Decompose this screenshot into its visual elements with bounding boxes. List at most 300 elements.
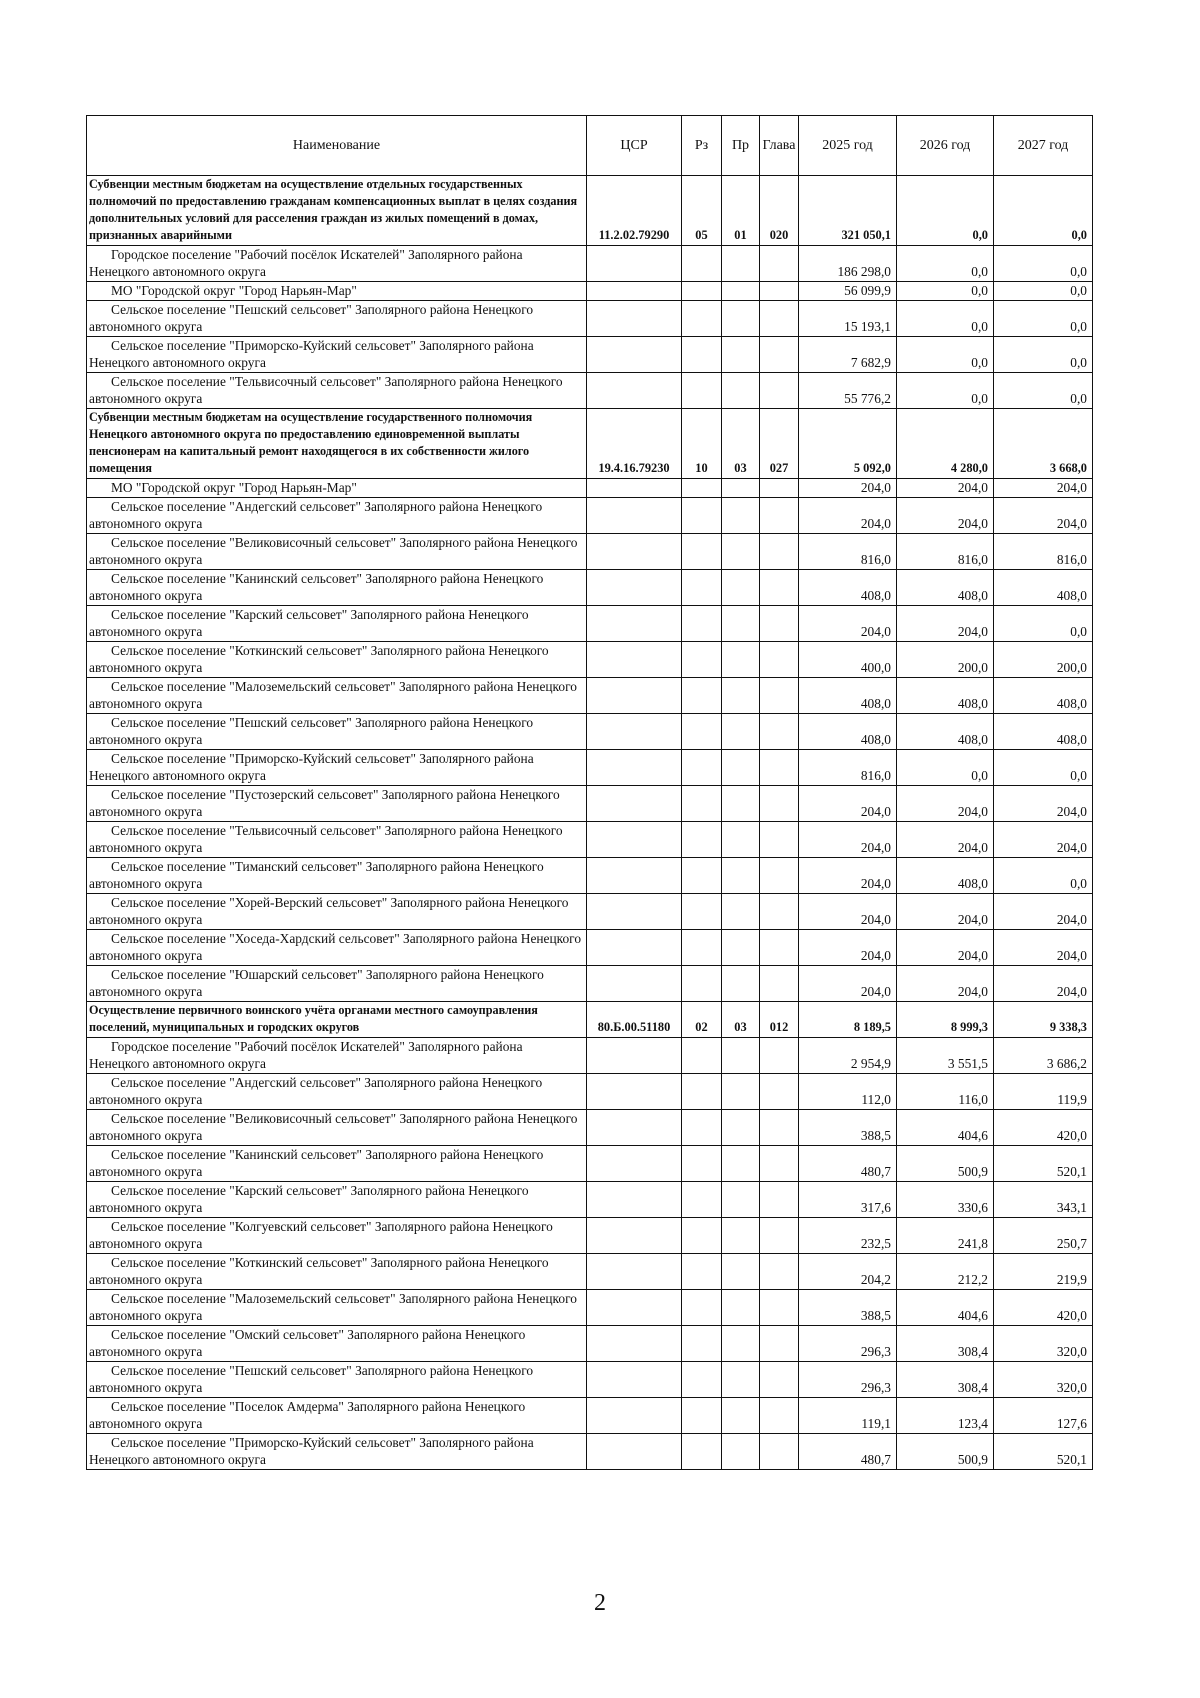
table-row [87,479,1093,498]
row-label: Сельское поселение "Приморско-Куйский сельсовет" Заполярного района Ненецкого автономного округа [89,338,534,370]
cell-year-2025: 204,0 [799,966,897,1002]
cell-pr [722,714,760,750]
cell-pr [722,301,760,337]
cell-year-2026: 0,0 [897,282,994,301]
cell-glava [760,246,799,282]
cell-year-2025: 321 050,1 [799,176,897,246]
cell-pr [722,534,760,570]
cell-glava [760,786,799,822]
header-rz: Рз [682,116,722,176]
cell-glava [760,534,799,570]
row-label: Городское поселение "Рабочий посёлок Искателей" Заполярного района Ненецкого автономного округа [89,1039,523,1071]
table-row [87,246,1093,282]
cell-csr [587,930,682,966]
cell-year-2025: 15 193,1 [799,301,897,337]
cell-year-2027: 204,0 [994,966,1093,1002]
cell-name [87,301,587,337]
cell-rz [682,498,722,534]
cell-year-2025: 55 776,2 [799,373,897,409]
cell-rz [682,750,722,786]
cell-year-2027: 0,0 [994,750,1093,786]
cell-year-2025: 204,0 [799,894,897,930]
table-row [87,1074,1093,1110]
cell-year-2026: 116,0 [897,1074,994,1110]
cell-name [87,1074,587,1110]
cell-name [87,337,587,373]
cell-year-2027: 320,0 [994,1326,1093,1362]
cell-csr [587,822,682,858]
cell-rz [682,642,722,678]
cell-csr [587,1434,682,1470]
cell-year-2026: 212,2 [897,1254,994,1290]
cell-name [87,1218,587,1254]
cell-glava [760,1146,799,1182]
cell-year-2027: 520,1 [994,1434,1093,1470]
cell-year-2027: 3 686,2 [994,1038,1093,1074]
cell-glava [760,373,799,409]
cell-year-2025: 296,3 [799,1362,897,1398]
cell-pr [722,1434,760,1470]
table-row [87,282,1093,301]
cell-year-2027: 9 338,3 [994,1002,1093,1038]
cell-csr [587,1290,682,1326]
cell-year-2026: 0,0 [897,337,994,373]
cell-pr [722,373,760,409]
cell-year-2027: 204,0 [994,894,1093,930]
table-row [87,1182,1093,1218]
cell-year-2026: 404,6 [897,1110,994,1146]
cell-year-2027: 408,0 [994,714,1093,750]
row-label: Сельское поселение "Карский сельсовет" Заполярного района Ненецкого автономного округа [89,1183,529,1215]
cell-year-2025: 204,0 [799,786,897,822]
cell-name [87,858,587,894]
cell-pr [722,678,760,714]
cell-year-2027: 320,0 [994,1362,1093,1398]
cell-rz [682,373,722,409]
cell-pr [722,894,760,930]
cell-rz [682,1074,722,1110]
cell-pr [722,1110,760,1146]
budget-table-container [86,115,1092,1470]
cell-rz: 05 [682,176,722,246]
row-label: Сельское поселение "Поселок Амдерма" Заполярного района Ненецкого автономного округа [89,1399,526,1431]
cell-rz [682,822,722,858]
row-label: Сельское поселение "Канинский сельсовет" Заполярного района Ненецкого автономного округа [89,1147,544,1179]
cell-year-2025: 119,1 [799,1398,897,1434]
cell-glava [760,858,799,894]
cell-year-2025: 5 092,0 [799,409,897,479]
cell-pr [722,930,760,966]
cell-csr [587,1254,682,1290]
cell-pr [722,282,760,301]
cell-glava [760,822,799,858]
cell-year-2026: 204,0 [897,786,994,822]
table-row [87,1398,1093,1434]
cell-rz [682,1182,722,1218]
cell-year-2025: 2 954,9 [799,1038,897,1074]
cell-pr: 03 [722,1002,760,1038]
cell-glava [760,750,799,786]
cell-glava: 012 [760,1002,799,1038]
cell-pr [722,1398,760,1434]
cell-rz [682,858,722,894]
cell-name [87,534,587,570]
cell-year-2026: 204,0 [897,966,994,1002]
header-2027: 2027 год [994,116,1093,176]
cell-year-2026: 308,4 [897,1362,994,1398]
cell-year-2025: 7 682,9 [799,337,897,373]
table-row-group [87,176,1093,246]
cell-rz [682,1218,722,1254]
cell-pr [722,1362,760,1398]
cell-pr [722,858,760,894]
cell-year-2025: 204,0 [799,479,897,498]
table-row [87,786,1093,822]
table-row [87,678,1093,714]
cell-year-2027: 0,0 [994,606,1093,642]
cell-csr [587,1362,682,1398]
cell-year-2026: 408,0 [897,858,994,894]
table-row [87,1434,1093,1470]
row-label: Сельское поселение "Приморско-Куйский сельсовет" Заполярного района Ненецкого автономного округа [89,751,534,783]
cell-year-2025: 816,0 [799,750,897,786]
header-glava: Глава [760,116,799,176]
cell-year-2025: 232,5 [799,1218,897,1254]
cell-year-2027: 408,0 [994,570,1093,606]
cell-name [87,498,587,534]
cell-name [87,1254,587,1290]
cell-pr [722,1326,760,1362]
cell-glava [760,894,799,930]
cell-rz [682,606,722,642]
cell-year-2025: 8 189,5 [799,1002,897,1038]
cell-csr [587,678,682,714]
cell-year-2025: 408,0 [799,714,897,750]
row-label: Сельское поселение "Пустозерский сельсовет" Заполярного района Ненецкого автономного округа [89,787,560,819]
cell-year-2026: 204,0 [897,930,994,966]
table-row [87,1110,1093,1146]
cell-year-2027: 204,0 [994,930,1093,966]
cell-glava [760,1398,799,1434]
table-row [87,570,1093,606]
cell-glava [760,642,799,678]
cell-csr [587,1110,682,1146]
cell-pr [722,498,760,534]
cell-year-2027: 0,0 [994,337,1093,373]
cell-name: Субвенции местным бюджетам на осуществление отдельных государственных полномочий по предоставлению гражданам компенсационных выплат в целях создания дополнительных условий для расселения граждан из жилых помещений в домах, признанных аварийными [87,176,587,246]
cell-year-2025: 56 099,9 [799,282,897,301]
row-label: Сельское поселение "Канинский сельсовет" Заполярного района Ненецкого автономного округа [89,571,544,603]
table-row [87,1146,1093,1182]
cell-glava [760,1434,799,1470]
table-row [87,858,1093,894]
cell-glava [760,1290,799,1326]
cell-csr [587,1326,682,1362]
cell-rz: 10 [682,409,722,479]
cell-rz [682,786,722,822]
cell-pr [722,337,760,373]
cell-year-2026: 204,0 [897,479,994,498]
cell-year-2027: 0,0 [994,246,1093,282]
cell-rz [682,1254,722,1290]
cell-csr [587,570,682,606]
cell-glava [760,1038,799,1074]
cell-name [87,894,587,930]
budget-table [86,115,1093,1470]
row-label: Сельское поселение "Тельвисочный сельсовет" Заполярного района Ненецкого автономного округа [89,823,563,855]
cell-glava [760,1218,799,1254]
row-label: Сельское поселение "Тельвисочный сельсовет" Заполярного района Ненецкого автономного округа [89,374,563,406]
table-row [87,930,1093,966]
cell-year-2026: 200,0 [897,642,994,678]
cell-csr [587,373,682,409]
cell-csr [587,1146,682,1182]
row-label: Сельское поселение "Великовисочный сельсовет" Заполярного района Ненецкого автономного округа [89,1111,578,1143]
cell-year-2025: 204,0 [799,498,897,534]
cell-csr [587,498,682,534]
cell-name [87,678,587,714]
cell-name: Осуществление первичного воинского учёта органами местного самоуправления поселений, муниципальных и городских округов [87,1002,587,1038]
header-2026: 2026 год [897,116,994,176]
cell-name [87,642,587,678]
page-number: 2 [594,1590,606,1616]
cell-pr [722,1038,760,1074]
row-label: Сельское поселение "Хоседа-Хардский сельсовет" Заполярного района Ненецкого автономного округа [89,931,582,963]
table-row [87,534,1093,570]
cell-pr: 01 [722,176,760,246]
cell-name [87,1398,587,1434]
cell-csr [587,246,682,282]
cell-rz: 02 [682,1002,722,1038]
cell-pr [722,1290,760,1326]
cell-year-2027: 0,0 [994,373,1093,409]
cell-year-2025: 408,0 [799,570,897,606]
cell-name [87,606,587,642]
cell-year-2027: 0,0 [994,176,1093,246]
cell-year-2026: 308,4 [897,1326,994,1362]
row-label: Сельское поселение "Коткинский сельсовет" Заполярного района Ненецкого автономного округа [89,1255,549,1287]
cell-glava [760,498,799,534]
cell-csr [587,750,682,786]
cell-year-2026: 4 280,0 [897,409,994,479]
cell-year-2026: 0,0 [897,373,994,409]
cell-year-2027: 204,0 [994,479,1093,498]
table-row [87,373,1093,409]
row-label: Сельское поселение "Омский сельсовет" Заполярного района Ненецкого автономного округа [89,1327,526,1359]
row-label: Сельское поселение "Малоземельский сельсовет" Заполярного района Ненецкого автономного округа [89,679,577,711]
row-label: Сельское поселение "Пешский сельсовет" Заполярного района Ненецкого автономного округа [89,1363,534,1395]
cell-rz [682,966,722,1002]
cell-name [87,786,587,822]
cell-name [87,1110,587,1146]
cell-glava [760,714,799,750]
cell-year-2026: 0,0 [897,750,994,786]
cell-name [87,714,587,750]
cell-year-2026: 0,0 [897,176,994,246]
cell-year-2025: 204,0 [799,822,897,858]
row-label: Сельское поселение "Малоземельский сельсовет" Заполярного района Ненецкого автономного округа [89,1291,577,1323]
cell-year-2027: 204,0 [994,822,1093,858]
cell-glava [760,966,799,1002]
cell-rz [682,714,722,750]
cell-year-2025: 204,0 [799,606,897,642]
cell-year-2027: 204,0 [994,498,1093,534]
cell-glava [760,337,799,373]
cell-year-2026: 204,0 [897,606,994,642]
row-label: Сельское поселение "Пешский сельсовет" Заполярного района Ненецкого автономного округа [89,715,534,747]
cell-glava [760,570,799,606]
cell-year-2025: 186 298,0 [799,246,897,282]
cell-name [87,750,587,786]
cell-year-2026: 500,9 [897,1434,994,1470]
cell-rz [682,1038,722,1074]
cell-name [87,246,587,282]
table-row [87,606,1093,642]
cell-year-2027: 816,0 [994,534,1093,570]
cell-rz [682,1362,722,1398]
cell-year-2026: 204,0 [897,822,994,858]
cell-rz [682,570,722,606]
cell-year-2027: 119,9 [994,1074,1093,1110]
cell-csr: 11.2.02.79290 [587,176,682,246]
row-label: Сельское поселение "Колгуевский сельсовет" Заполярного района Ненецкого автономного округа [89,1219,553,1251]
cell-year-2027: 3 668,0 [994,409,1093,479]
cell-year-2026: 330,6 [897,1182,994,1218]
cell-year-2026: 408,0 [897,678,994,714]
cell-year-2026: 204,0 [897,894,994,930]
cell-year-2027: 0,0 [994,282,1093,301]
cell-name [87,930,587,966]
cell-name [87,1290,587,1326]
cell-year-2025: 204,2 [799,1254,897,1290]
cell-year-2026: 408,0 [897,570,994,606]
cell-pr [722,1254,760,1290]
row-label: Сельское поселение "Приморско-Куйский сельсовет" Заполярного района Ненецкого автономного округа [89,1435,534,1467]
cell-csr [587,1218,682,1254]
cell-year-2026: 408,0 [897,714,994,750]
table-row [87,301,1093,337]
cell-year-2026: 404,6 [897,1290,994,1326]
row-label: Сельское поселение "Великовисочный сельсовет" Заполярного района Ненецкого автономного округа [89,535,578,567]
cell-glava [760,1074,799,1110]
cell-name [87,1182,587,1218]
cell-name [87,282,587,301]
table-row [87,822,1093,858]
cell-csr [587,479,682,498]
row-label: Сельское поселение "Хорей-Верский сельсовет" Заполярного района Ненецкого автономного округа [89,895,569,927]
cell-rz [682,894,722,930]
cell-rz [682,534,722,570]
cell-year-2027: 520,1 [994,1146,1093,1182]
table-header-row [87,116,1093,176]
row-label: Сельское поселение "Юшарский сельсовет" Заполярного района Ненецкого автономного округа [89,967,544,999]
cell-year-2027: 250,7 [994,1218,1093,1254]
table-row [87,1254,1093,1290]
row-label: Сельское поселение "Пешский сельсовет" Заполярного района Ненецкого автономного округа [89,302,534,334]
cell-glava: 020 [760,176,799,246]
cell-name [87,1146,587,1182]
cell-glava [760,1110,799,1146]
cell-year-2025: 388,5 [799,1290,897,1326]
cell-year-2027: 343,1 [994,1182,1093,1218]
cell-name [87,1434,587,1470]
cell-glava [760,1326,799,1362]
row-label: Городское поселение "Рабочий посёлок Искателей" Заполярного района Ненецкого автономного округа [89,247,523,279]
cell-csr: 19.4.16.79230 [587,409,682,479]
cell-csr [587,534,682,570]
cell-year-2027: 219,9 [994,1254,1093,1290]
table-row [87,894,1093,930]
table-row [87,1362,1093,1398]
cell-pr [722,642,760,678]
cell-name: Субвенции местным бюджетам на осуществление государственного полномочия Ненецкого автономного округа по предоставлению единовременной выплаты пенсионерам на капитальный ремонт находящегося в их собственности жилого помещения [87,409,587,479]
cell-year-2027: 0,0 [994,301,1093,337]
table-row [87,966,1093,1002]
cell-pr [722,750,760,786]
cell-rz [682,1326,722,1362]
row-label: Сельское поселение "Тиманский сельсовет" Заполярного района Ненецкого автономного округа [89,859,544,891]
cell-csr [587,1074,682,1110]
cell-pr [722,1074,760,1110]
cell-year-2025: 480,7 [799,1434,897,1470]
cell-year-2025: 112,0 [799,1074,897,1110]
cell-csr [587,642,682,678]
cell-name [87,373,587,409]
table-row-group [87,409,1093,479]
cell-glava [760,1254,799,1290]
cell-rz [682,337,722,373]
cell-year-2026: 0,0 [897,246,994,282]
cell-glava [760,678,799,714]
cell-csr [587,786,682,822]
cell-rz [682,1398,722,1434]
cell-year-2026: 241,8 [897,1218,994,1254]
cell-year-2025: 480,7 [799,1146,897,1182]
cell-csr [587,1182,682,1218]
cell-pr [722,1182,760,1218]
cell-pr [722,570,760,606]
table-body [87,176,1093,1470]
table-row [87,337,1093,373]
cell-year-2025: 317,6 [799,1182,897,1218]
cell-csr [587,301,682,337]
cell-glava: 027 [760,409,799,479]
cell-pr [722,479,760,498]
cell-year-2025: 204,0 [799,858,897,894]
cell-year-2026: 8 999,3 [897,1002,994,1038]
cell-csr [587,966,682,1002]
row-label: МО "Городской округ "Город Нарьян-Мар" [111,283,357,298]
cell-rz [682,246,722,282]
cell-year-2026: 3 551,5 [897,1038,994,1074]
table-row-group [87,1002,1093,1038]
cell-glava [760,930,799,966]
row-label: Сельское поселение "Андегский сельсовет" Заполярного района Ненецкого автономного округа [89,1075,543,1107]
cell-name [87,822,587,858]
cell-year-2025: 388,5 [799,1110,897,1146]
header-csr: ЦСР [587,116,682,176]
cell-year-2027: 420,0 [994,1290,1093,1326]
cell-year-2025: 408,0 [799,678,897,714]
cell-year-2025: 400,0 [799,642,897,678]
cell-name [87,1038,587,1074]
cell-pr [722,822,760,858]
cell-rz [682,301,722,337]
row-label: Сельское поселение "Андегский сельсовет" Заполярного района Ненецкого автономного округа [89,499,543,531]
cell-pr: 03 [722,409,760,479]
cell-year-2027: 204,0 [994,786,1093,822]
cell-year-2027: 0,0 [994,858,1093,894]
